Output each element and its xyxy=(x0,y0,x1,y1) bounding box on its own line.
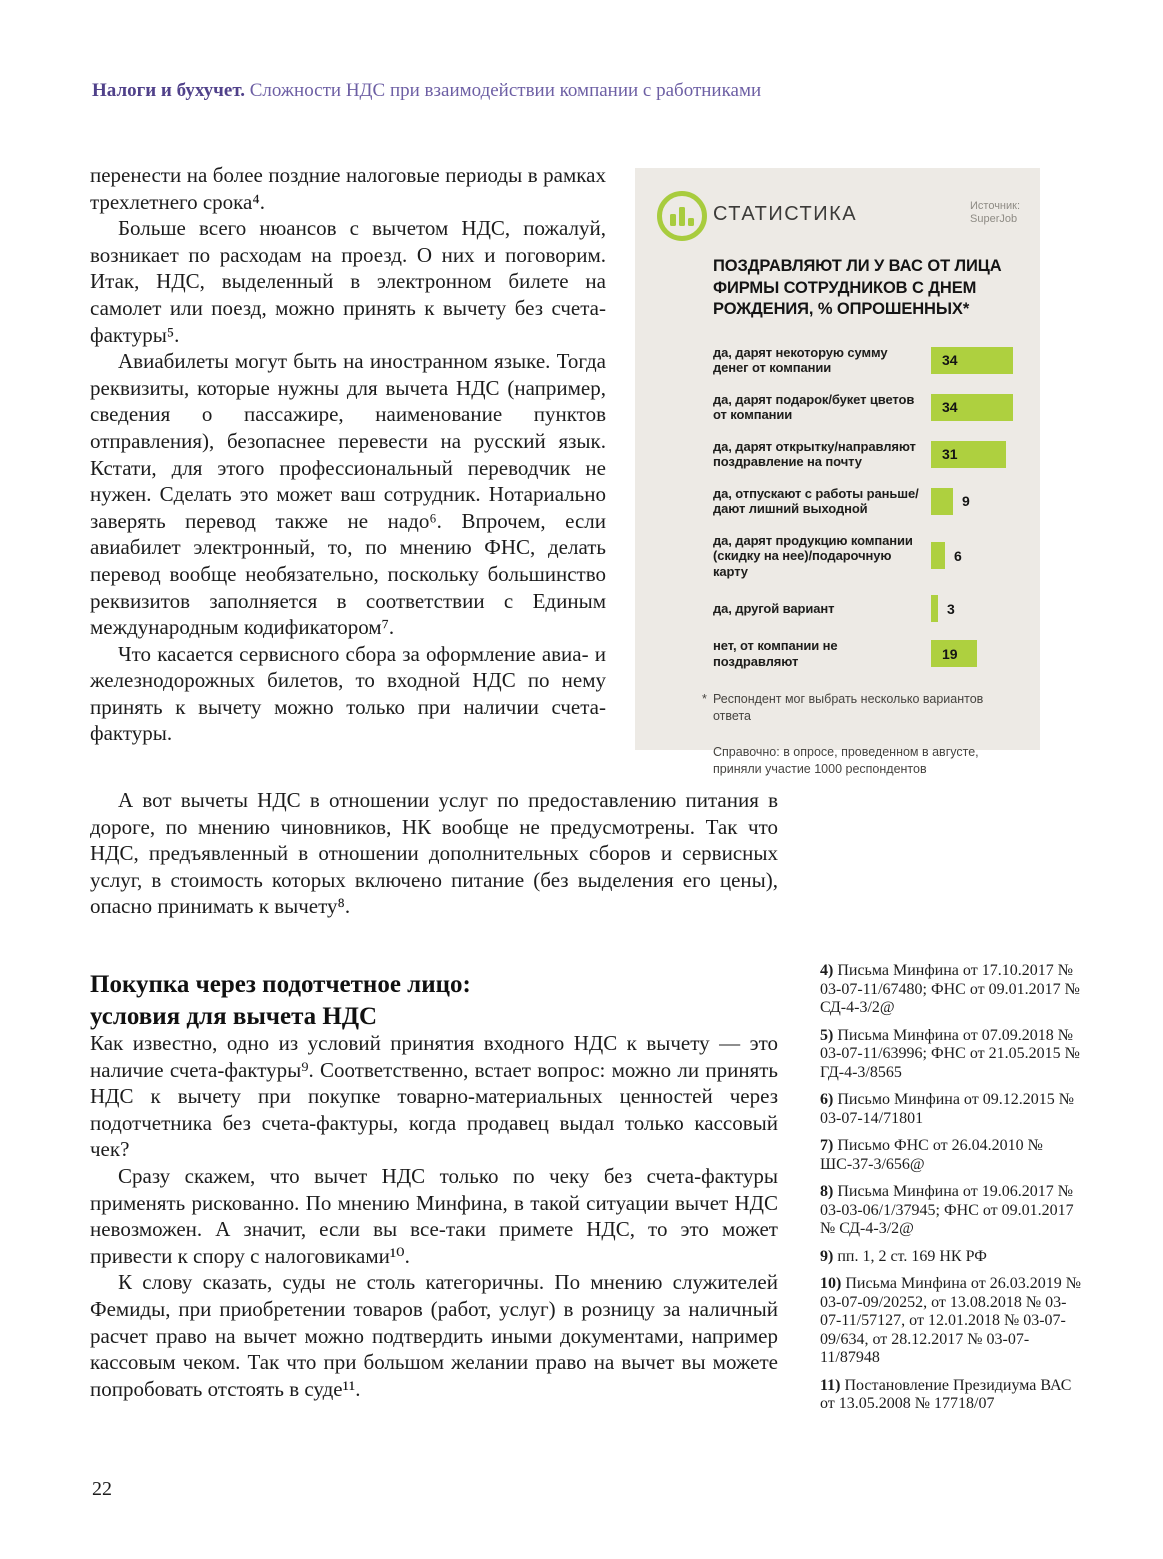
footnote-text: Постановление Президиума ВАС от 13.05.2008 № 17718/07 xyxy=(820,1376,1072,1412)
chart-source-name: SuperJob xyxy=(970,213,1018,225)
section-heading-line1: Покупка через подотчетное лицо: xyxy=(90,970,471,998)
chart-bar xyxy=(931,488,953,515)
header-article-title: Сложности НДС при взаимодействии компании с работниками xyxy=(249,80,762,101)
footnote-item xyxy=(820,962,1086,1018)
paragraph: Как известно, одно из условий принятия входного НДС к вычету — это наличие счета-фактуры⁹. Соответственно, встает вопрос: можно ли принять НДС к вычету при покупке товарно-материальных ценностей через подотчетника без счета-фактуры, когда продавец выдал только кассовый чек? xyxy=(90,1031,778,1162)
footnote-text: Письма Минфина от 26.03.2019 № 03-07-09/20252, от 13.08.2018 № 03-07-11/57127, от 12.01.2018 № 03-07-09/634, от 28.12.2017 № 03-07-11/87948 xyxy=(820,1275,1081,1366)
page-number: 22 xyxy=(92,1478,112,1500)
footnotes-column xyxy=(820,962,1086,1423)
chart-bar xyxy=(931,441,1006,468)
footnote-number: 6) xyxy=(820,1091,834,1108)
chart-value: 19 xyxy=(942,645,958,662)
chart-value: 31 xyxy=(942,446,958,462)
section-heading xyxy=(90,969,471,1033)
paragraph: А вот вычеты НДС в отношении услуг по предоставлению питания в дороге, по мнению чиновников, НК вообще не предусмотрены. Так что НДС, предъявленный в отношении дополнительных сборов и сервисных услуг, в стоимость которых включено питание (без выделения его цены), опасно принимать к вычету⁸. xyxy=(90,788,778,919)
paragraph: К слову сказать, суды не столь категоричны. По мнению служителей Фемиды, при приобретении товаров (работ, услуг) в розницу за наличный расчет право на вычет можно подтвердить иными документами, например кассовым чеком. Так что при большом желании право на вычет вы можете попробовать отстоять в суде¹¹. xyxy=(90,1270,778,1401)
chart-rows xyxy=(713,345,1018,670)
footnote-item xyxy=(820,1248,1086,1267)
chart-category-label: да, дарят открытку/направляют поздравление на почту xyxy=(713,438,916,469)
chart-row xyxy=(713,345,1018,376)
chart-value: 34 xyxy=(942,399,958,415)
paragraph: Авиабилеты могут быть на иностранном языке. Тогда реквизиты, которые нужны для вычета НДС (например, сведения о пассажире, наименование пунктов отправления), безопаснее перевести на русский язык. Кстати, для этого профессиональный переводчик не нужен. Сделать это может ваш сотрудник. Нотариально заверять перевод также не надо⁶. Впрочем, если авиабилет электронный, то, по мнению ФНС, делать перевод вообще необязательно, поскольку большинство реквизитов заполняется в соответствии с Единым международным кодификатором⁷. xyxy=(90,349,606,640)
chart-row xyxy=(713,638,1018,669)
chart-category-label: да, дарят продукцию компании (скидку на нее)/подарочную карту xyxy=(713,532,913,579)
chart-bar xyxy=(931,347,1013,374)
footnote-item xyxy=(820,1275,1086,1368)
paragraph: Что касается сервисного сбора за оформление авиа- и железнодорожных билетов, то входной НДС по нему принять к вычету можно только при наличии счета-фактуры. xyxy=(90,641,606,746)
section-body xyxy=(90,1030,778,1402)
footnote-text: Письма Минфина от 07.09.2018 № 03-07-11/63996; ФНС от 21.05.2015 № ГД-4-3/8565 xyxy=(820,1026,1080,1081)
section-heading-line2: условия для вычета НДС xyxy=(90,1002,378,1030)
chart-row xyxy=(713,439,1018,470)
chart-row xyxy=(713,595,1018,622)
statistics-panel xyxy=(635,168,1040,776)
statistics-content xyxy=(702,256,1018,778)
footnote-text: Письмо ФНС от 26.04.2010 № ШС-37-3/656@ xyxy=(820,1137,1043,1173)
footnote-number: 8) xyxy=(820,1183,834,1200)
footnote-text: Письма Минфина от 17.10.2017 № 03-07-11/67480; ФНС от 09.01.2017 № СД-4-3/2@ xyxy=(820,962,1080,1016)
chart-row xyxy=(713,533,1018,580)
footnote-number: 4) xyxy=(820,962,834,979)
footnote-item xyxy=(820,1183,1086,1239)
statistics-rubric-label: СТАТИСТИКА xyxy=(713,203,858,225)
chart-bar-area xyxy=(931,488,1018,515)
chart-title: ПОЗДРАВЛЯЮТ ЛИ У ВАС ОТ ЛИЦА ФИРМЫ СОТРУДНИКОВ С ДНЕМ РОЖДЕНИЯ, % ОПРОШЕННЫХ* xyxy=(713,257,1002,318)
chart-category-label: нет, от компании не поздравляют xyxy=(713,638,838,669)
bar-chart-icon-bars xyxy=(670,207,694,226)
footnote-number: 9) xyxy=(820,1247,834,1265)
chart-value: 34 xyxy=(942,352,958,368)
chart-bar-area xyxy=(931,595,1018,622)
footnote-text: Письма Минфина от 19.06.2017 № 03-03-06/1/37945; ФНС от 09.01.2017 № СД-4-3/2@ xyxy=(820,1183,1074,1237)
footnote-text: пп. 1, 2 ст. 169 НК РФ xyxy=(833,1247,987,1265)
asterisk-marker: * xyxy=(702,692,707,706)
footnote-number: 10) xyxy=(820,1275,842,1292)
chart-footnote-text: Респондент мог выбрать несколько вариантов ответа xyxy=(713,692,984,723)
page-header xyxy=(92,80,761,102)
article-body-narrow xyxy=(90,162,606,747)
chart-row xyxy=(713,392,1018,423)
chart-bar-area xyxy=(931,347,1018,374)
footnote-item xyxy=(820,1377,1086,1414)
chart-bar-area xyxy=(931,542,1018,569)
chart-row xyxy=(713,486,1018,517)
chart-bar xyxy=(931,542,945,569)
footnote-item xyxy=(820,1137,1086,1174)
footnote-text: Письмо Минфина от 09.12.2015 № 03-07-14/71801 xyxy=(820,1091,1074,1127)
chart-source-caption: Источник: xyxy=(970,200,1021,212)
chart-bar xyxy=(931,595,938,622)
chart-category-label: да, другой вариант xyxy=(713,600,835,616)
paragraph: Сразу скажем, что вычет НДС только по чеку без счета-фактуры применять рискованно. По мнению Минфина, в такой ситуации вычет НДС невозможен. А значит, если вы все-таки примете НДС, то это может привести к спору с налоговиками¹⁰. xyxy=(90,1163,778,1268)
paragraph: Больше всего нюансов с вычетом НДС, пожалуй, возникает по расходам на проезд. О них и поговорим. Итак, НДС, выделенный в электронном билете на самолет или поезд, можно принять к вычету без счета-фактуры⁵. xyxy=(90,216,606,347)
footnote-number: 11) xyxy=(820,1376,841,1394)
footnote-item xyxy=(820,1027,1086,1083)
footnote-number: 5) xyxy=(820,1026,834,1044)
chart-bar-area xyxy=(931,640,1018,667)
chart-category-label: да, дарят подарок/букет цветов от компании xyxy=(713,391,915,422)
chart-value: 9 xyxy=(962,493,970,509)
chart-bar xyxy=(931,640,977,667)
chart-value: 3 xyxy=(947,600,955,617)
chart-value: 6 xyxy=(954,547,962,564)
chart-category-label: да, дарят некоторую сумму денег от компании xyxy=(713,344,888,375)
chart-reference-note: Справочно: в опросе, проведенном в августе, приняли участие 1000 респондентов xyxy=(713,745,979,776)
chart-category-label: да, отпускают с работы раньше/дают лишний выходной xyxy=(713,485,919,516)
header-rubric: Налоги и бухучет. xyxy=(92,80,245,101)
chart-bar-area xyxy=(931,441,1018,468)
chart-bar xyxy=(931,394,1013,421)
footnote-item xyxy=(820,1091,1086,1128)
footnote-number: 7) xyxy=(820,1137,834,1154)
article-body-wide xyxy=(90,787,778,920)
bar-chart-icon xyxy=(657,191,707,241)
paragraph: перенести на более поздние налоговые периоды в рамках трехлетнего срока⁴. xyxy=(90,163,606,214)
chart-footnote xyxy=(702,691,1018,725)
chart-source xyxy=(970,200,1020,226)
chart-bar-area xyxy=(931,394,1018,421)
